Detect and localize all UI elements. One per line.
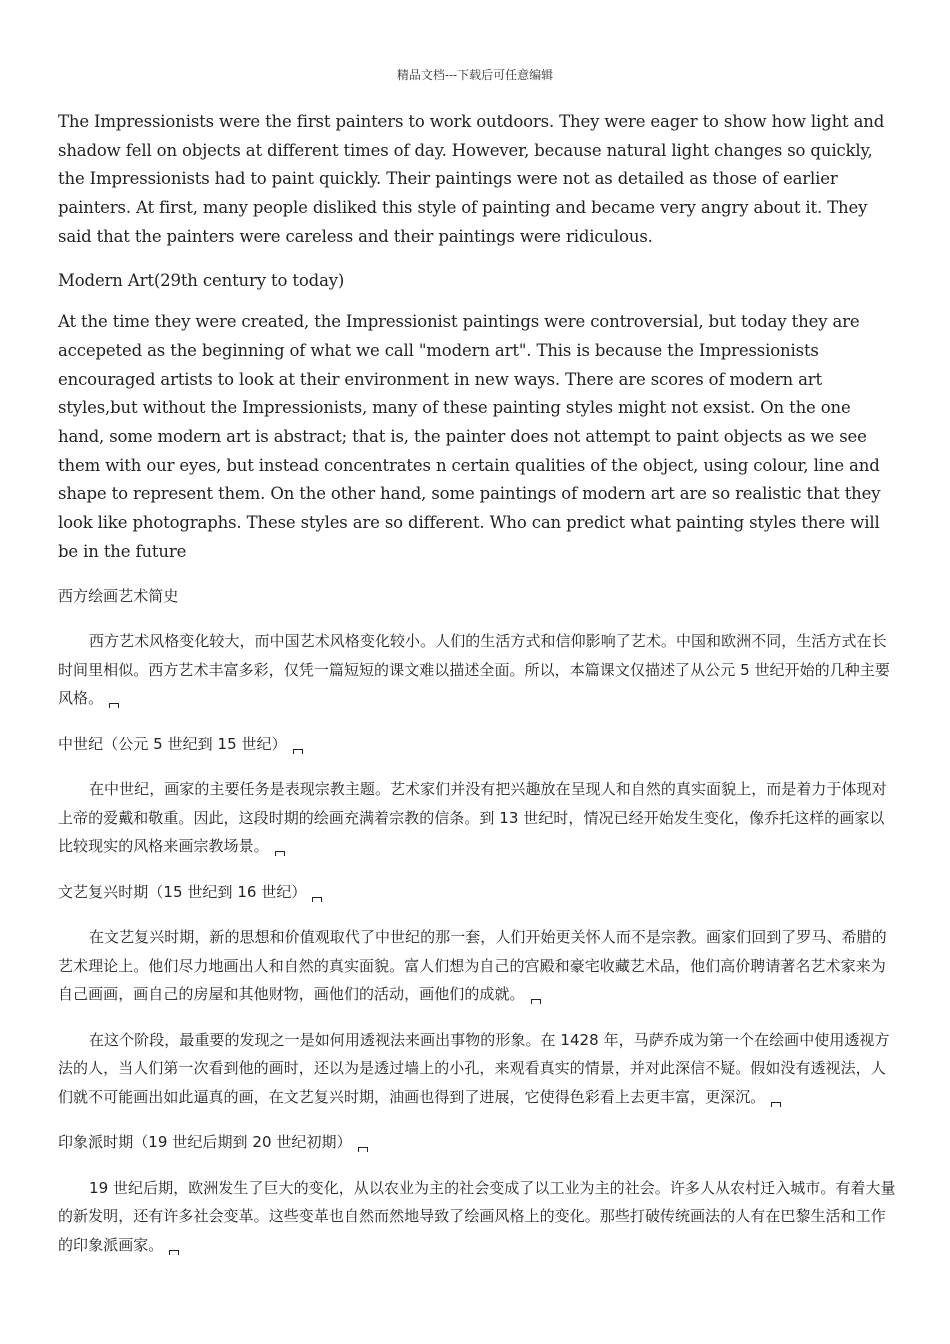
heading-impressionism (58, 1128, 898, 1157)
document-body (58, 108, 898, 1276)
paragraph-intro-zh (58, 627, 898, 713)
paragraph-text: 西方艺术风格变化较大，而中国艺术风格变化较小。人们的生活方式和信仰影响了艺术。中国和欧洲不同，生活方式在长时间里相似。西方艺术丰富多彩，仅凭一篇短短的课文难以描述全面。所以，本篇课文仅描述了从公元 5 世纪开始的几种主要风格。 (58, 632, 890, 708)
paragraph-mark-icon (293, 749, 303, 754)
paragraph-text: 在这个阶段，最重要的发现之一是如何用透视法来画出事物的形象。在 1428 年，马萨乔成为第一个在绘画中使用透视方法的人，当人们第一次看到他的画时，还以为是透过墙上的小孔，来观看真实的情景，并对此深信不疑。假如没有透视法，人们就不可能画出如此逼真的画，在文艺复兴时期，油画也得到了进展，它使得色彩看上去更丰富，更深沉。 (58, 1030, 890, 1106)
heading-text: 中世纪（公元 5 世纪到 15 世纪） (58, 734, 287, 753)
paragraph-modern-art: At the time they were created, the Impressionist paintings were controversial, but today they are accepeted as the beginning of what we call "modern art". This is because the Impressionists encouraged artists to look at their environment in new ways. There are scores of modern art styles,but without the Impressionists, many of these painting styles might not exsist. On the one hand, some modern art is abstract; that is, the painter does not attempt to paint objects as we see them with our eyes, but instead concentrates n certain qualities of the object, using colour, line and shape to represent them. On the other hand, some paintings of modern art are so realistic that they look like photographs. These styles are so different. Who can predict what painting styles there will be in the future (58, 312, 881, 561)
paragraph-mark-icon (358, 1147, 368, 1152)
paragraph-perspective (58, 1026, 898, 1112)
paragraph-renaissance (58, 923, 898, 1009)
paragraph-mark-icon (531, 999, 541, 1004)
paragraph-mark-icon (169, 1250, 179, 1255)
paragraph-mark-icon (275, 851, 285, 856)
paragraph-text: 在文艺复兴时期，新的思想和价值观取代了中世纪的那一套，人们开始更关怀人而不是宗教。画家们回到了罗马、希腊的艺术理论上。他们尽力地画出人和自然的真实面貌。富人们想为自己的宫殿和豪宅收藏艺术品，他们高价聘请著名艺术家来为自己画画，画自己的房屋和其他财物，画他们的活动，画他们的成就。 (58, 928, 887, 1004)
heading-middle-ages (58, 730, 898, 759)
paragraph-text: 在中世纪，画家的主要任务是表现宗教主题。艺术家们并没有把兴趣放在呈现人和自然的真实面貌上，而是着力于体现对上帝的爱戴和敬重。因此，这段时期的绘画充满着宗教的信条。到 13 世纪时，情况已经开始发生变化，像乔托这样的画家以比较现实的风格来画宗教场景。 (58, 780, 887, 856)
paragraph-text: 19 世纪后期，欧洲发生了巨大的变化，从以农业为主的社会变成了以工业为主的社会。许多人从农村迁入城市。有着大量的新发明，还有许多社会变革。这些变革也自然而然地导致了绘画风格上的变化。那些打破传统画法的人有在巴黎生活和工作的印象派画家。 (58, 1178, 896, 1254)
paragraph-impressionism (58, 1174, 898, 1260)
paragraph-mark-icon (771, 1102, 781, 1107)
paragraph-middle-ages (58, 775, 898, 861)
heading-western-art-history: 西方绘画艺术简史 (58, 586, 179, 605)
heading-renaissance (58, 878, 898, 907)
heading-text: 文艺复兴时期（15 世纪到 16 世纪） (58, 882, 307, 901)
page-header: 精品文档---下载后可任意编辑 (396, 68, 554, 82)
paragraph-mark-icon (109, 703, 119, 708)
heading-modern-art: Modern Art(29th century to today) (58, 270, 345, 290)
heading-text: 印象派时期（19 世纪后期到 20 世纪初期） (58, 1133, 352, 1152)
paragraph-mark-icon (312, 897, 322, 902)
paragraph-impressionists-outdoors: The Impressionists were the first painters to work outdoors. They were eager to show how light and shadow fell on objects at different times of day. However, because natural light changes so quickly, the Impressionists had to paint quickly. Their paintings were not as detailed as those of earlier painters. At first, many people disliked this style of painting and became very angry about it. They said that the painters were careless and their paintings were ridiculous. (58, 112, 885, 246)
